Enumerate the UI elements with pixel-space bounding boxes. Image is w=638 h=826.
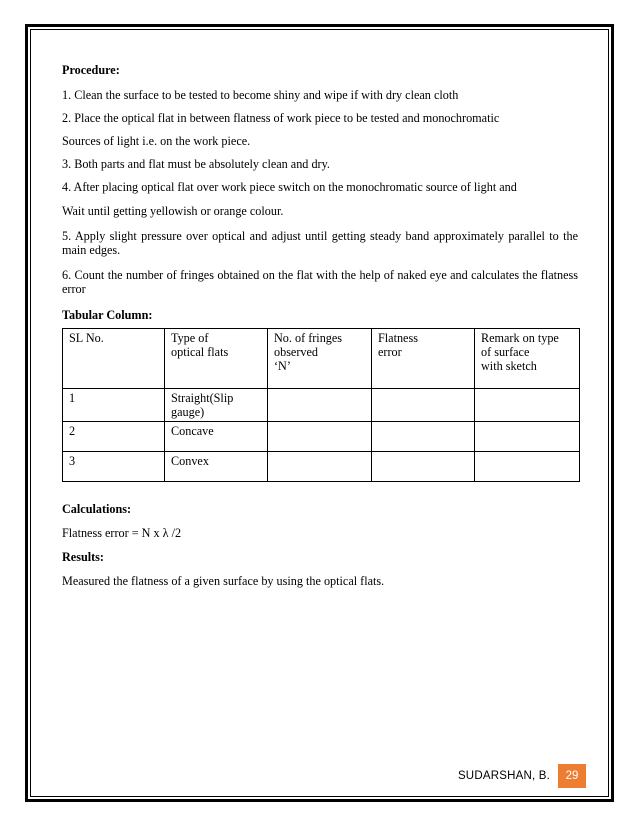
calculations-formula: Flatness error = N x λ /2 (62, 526, 182, 540)
table-cell (475, 452, 580, 482)
header-sl-no: SL No. (63, 329, 165, 389)
table-cell (372, 422, 475, 452)
header-flatness-error: Flatness error (372, 329, 475, 389)
table-cell (475, 389, 580, 422)
calculations-heading: Calculations: (62, 502, 132, 516)
table-header-row (63, 329, 580, 389)
table-cell (372, 452, 475, 482)
procedure-heading: Procedure: (62, 63, 120, 77)
tabular-heading: Tabular Column: (62, 308, 153, 322)
table-row (63, 452, 580, 482)
procedure-step-2-cont: Sources of light i.e. on the work piece. (62, 134, 251, 148)
procedure-step-5: 5. Apply slight pressure over optical and adjust until getting steady band approximately parallel to the main edges. (62, 229, 578, 257)
table-cell (268, 389, 372, 422)
tabular-column-table (62, 328, 580, 482)
page-footer (458, 764, 586, 788)
procedure-step-4: 4. After placing optical flat over work piece switch on the monochromatic source of light and (62, 180, 517, 194)
results-text: Measured the flatness of a given surface by using the optical flats. (62, 574, 385, 588)
header-remark: Remark on type of surface with sketch (475, 329, 580, 389)
table-cell (475, 422, 580, 452)
header-type-of-optical-flats: Type of optical flats (165, 329, 268, 389)
table-cell (372, 389, 475, 422)
table-cell: 2 (63, 422, 165, 452)
table-cell: Concave (165, 422, 268, 452)
table-cell: 3 (63, 452, 165, 482)
table-cell (268, 452, 372, 482)
procedure-step-4-cont: Wait until getting yellowish or orange colour. (62, 204, 284, 218)
table-row (63, 422, 580, 452)
table-row (63, 389, 580, 422)
table-cell: Convex (165, 452, 268, 482)
procedure-step-6: 6. Count the number of fringes obtained on the flat with the help of naked eye and calculates the flatness error (62, 268, 578, 296)
footer-author: SUDARSHAN, B. (457, 770, 550, 782)
procedure-step-3: 3. Both parts and flat must be absolutely clean and dry. (62, 157, 330, 171)
table-cell: 1 (63, 389, 165, 422)
page-number-badge: 29 (558, 764, 586, 788)
header-no-of-fringes: No. of fringes observed ‘N’ (268, 329, 372, 389)
results-heading: Results: (62, 550, 104, 564)
procedure-step-1: 1. Clean the surface to be tested to become shiny and wipe if with dry clean cloth (62, 88, 459, 102)
procedure-step-2: 2. Place the optical flat in between flatness of work piece to be tested and monochromatic (62, 111, 500, 125)
table-cell: Straight(Slip gauge) (165, 389, 268, 422)
table-cell (268, 422, 372, 452)
